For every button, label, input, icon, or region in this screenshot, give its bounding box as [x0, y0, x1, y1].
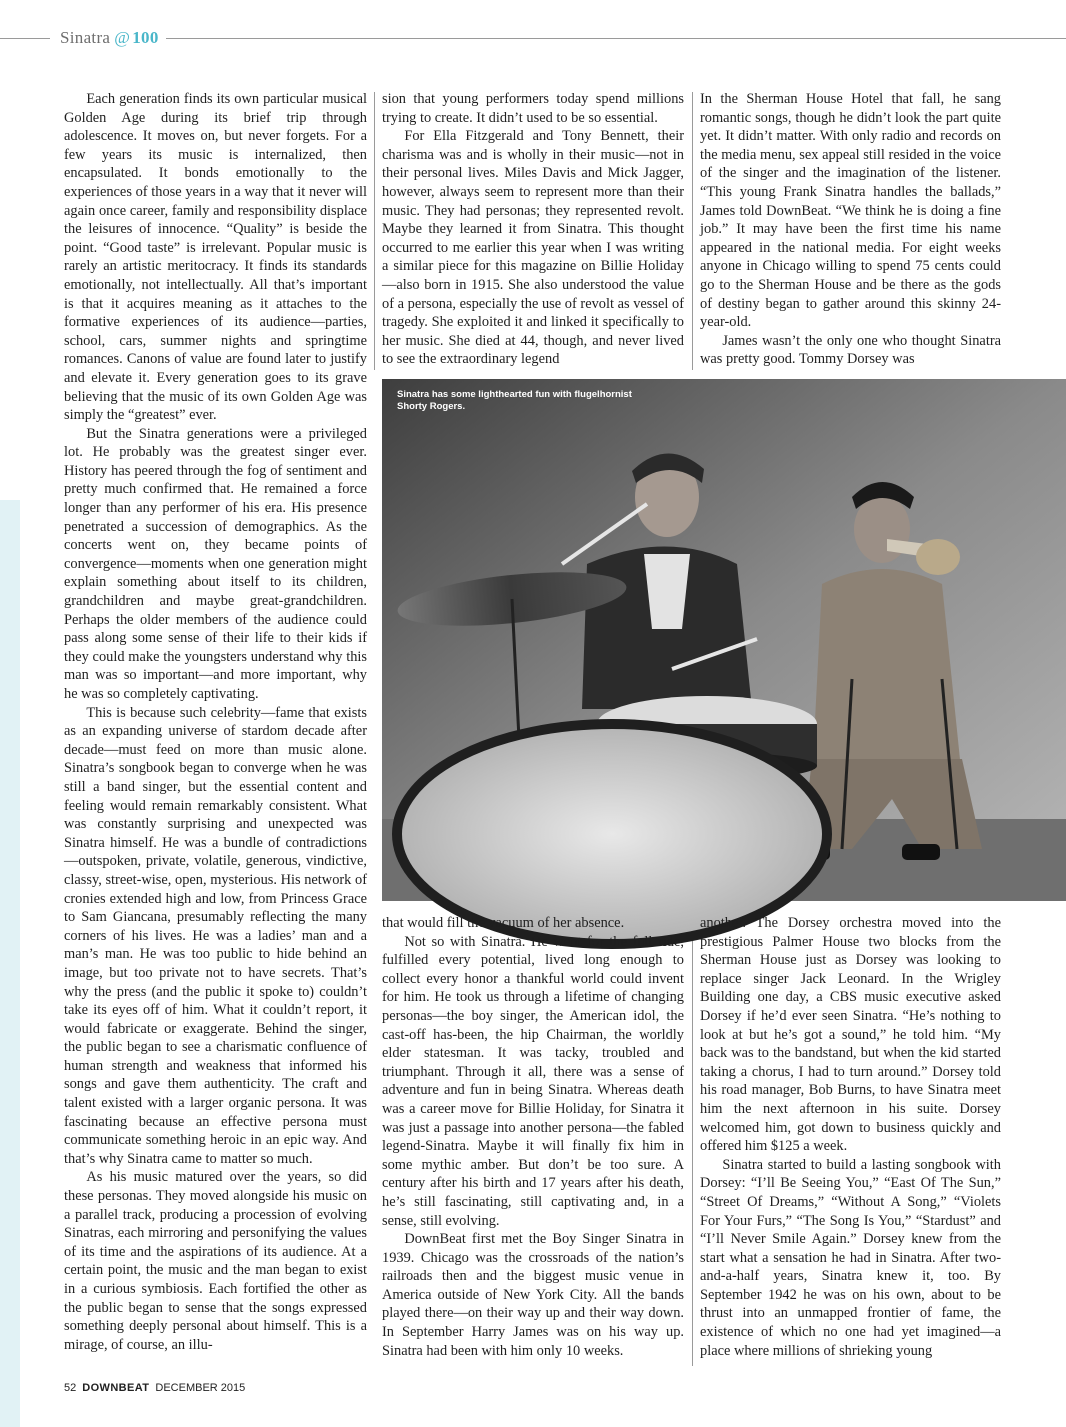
- article-column-2-bottom: [382, 914, 684, 1360]
- header-title-name: Sinatra: [60, 28, 111, 47]
- article-paragraph: DownBeat first met the Boy Singer Sinatra in 1939. Chicago was the crossroads of the nation’s railroads then and the biggest music venue in America outside of New York City. All the bands played there—on their way up and their way down. In September Harry James was on his way up. Sinatra had been with him only 10 weeks.: [382, 1231, 684, 1359]
- column-divider: [374, 92, 375, 370]
- header-rule-right: [166, 38, 1066, 39]
- issue-date: DECEMBER 2015: [155, 1382, 246, 1394]
- column-divider: [692, 916, 693, 1366]
- article-paragraph: In the Sherman House Hotel that fall, he sang romantic songs, though he didn’t look the part quite yet. It didn’t matter. With only radio and records on the media menu, sex appeal still resided in the voice of the singer and the imagination of the listener. “This young Frank Sinatra handles the ballads,” James told DownBeat. “We think he is doing a fine job.” It may have been the first time his name appeared in the national media. For eight weeks anyone in Chicago willing to spend 75 cents could go to the Sherman House and be there as the gods of destiny began to gather around this skinny 24-year-old.: [700, 91, 1001, 331]
- article-paragraph: another. The Dorsey orchestra moved into the prestigious Palmer House two blocks from the Sherman House just as Dorsey was looking to replace singer Jack Leonard. In the Wrigley Building one day, a CBS music executive asked Dorsey if he’d ever seen Sinatra. “He’s nothing to look at but he’s got a sound,” he told him. “My back was to the bandstand, but when the kid started taking a chorus, I had to turn around.” Dorsey told his road manager, Bob Burns, to have Sinatra meet him the next afternoon in his suite. Dorsey welcomed him, got down to business quickly and offered him $125 a week.: [700, 915, 1001, 1155]
- article-column-3-bottom: [700, 914, 1001, 1360]
- article-paragraph: Sinatra started to build a lasting songbook with Dorsey: “I’ll Be Seeing You,” “East Of The Sun,” “Street Of Dreams,” “Without A Song,” “Violets For Your Furs,” “The Song Is You,” “Stardust” and “I’ll Never Smile Again.” Dorsey knew from the start what a sensation he had in Sinatra. After two-and-a-half years, Sinatra knew it, too. By September 1942 he was on his own, about to be thrust into an unmapped frontier of fame, the existence of which no one had yet imagined—a place where millions of shrieking young: [700, 1156, 1001, 1359]
- header-title-at: @: [114, 28, 131, 47]
- photo-illustration: [382, 379, 1066, 901]
- article-paragraph: As his music matured over the years, so did these personas. They moved alongside his music on a parallel track, producing a procession of evolving Sinatras, each mirroring and personifying the values of its time and the aspirations of its audience. At a certain point, the music and the man began to exist in a curious symbiosis. Each fortified the other as the public began to sense that the songs expressed something deeply personal about himself. This is a mirage, of course, an illu-: [64, 1169, 367, 1353]
- column-divider: [692, 92, 693, 370]
- article-paragraph: Not so with Sinatra. He went for the full ride, fulfilled every potential, lived long enough to collect every honor a thankful world could invent for him. He took us through a lifetime of changing personas—the boy singer, the American idol, the cast-off has-been, the hip Chairman, the worldly elder statesman. It was tacky, troubled and triumphant. Through it all, there was a sense of adventure and fun in being Sinatra. Whereas death was a career move for Billie Holiday, for Sinatra it was just a passage into another persona—the fabled legend-Sinatra. Maybe it will finally fix him in some mythic amber. But don’t be too sure. A century after his birth and 17 years after his death, he’s still fascinating, still captivating and, in a sense, still evolving.: [382, 933, 684, 1229]
- side-accent-bar: [0, 500, 20, 1427]
- article-column-2-top: [382, 90, 684, 369]
- page-footer: [64, 1382, 245, 1394]
- header-title-number: 100: [132, 28, 159, 47]
- article-paragraph: sion that young performers today spend millions trying to create. It didn’t used to be so essential.: [382, 91, 684, 126]
- header-title: [60, 28, 159, 48]
- article-paragraph: For Ella Fitzgerald and Tony Bennett, their charisma was and is wholly in their music—not in their personal lives. Miles Davis and Mick Jagger, however, always seem to represent more than their music. They had personas; they represented revolt. Maybe they learned it from Sinatra. This thought occurred to me earlier this year when I was writing a similar piece for this magazine on Billie Holiday—also born in 1915. She also understood the value of a persona, especially the use of revolt as vessel of tragedy. She exploited it and linked it specifically to her music. She died at 44, though, and never lived to see the extraordinary legend: [382, 128, 684, 368]
- magazine-name: DOWNBEAT: [82, 1382, 150, 1394]
- photo-caption: Sinatra has some lighthearted fun with flugelhornist Shorty Rogers.: [397, 389, 632, 412]
- article-paragraph: that would fill the vacuum of her absence.: [382, 915, 625, 931]
- article-paragraph: Each generation finds its own particular musical Golden Age during its brief trip through adolescence. It moves on, but never forgets. For a few years its music is internalized, then encapsulated. It bonds emotionally to the experiences of those years in a way that it never will again once career, family and responsibility displace the leisures of innocence. “Quality” is beside the point. “Good taste” is irrelevant. Popular music is rarely an artistic meritocracy. It finds its standards emotionally, not intellectually. All that’s important is that it acquires meaning as it attaches to the formative experiences of its audience—parties, school, cars, summer nights and springtime romances. Canons of value are found later to justify and elevate it. Every generation goes to its grave believing that the music of its own Golden Age was simply the “greatest” ever.: [64, 91, 367, 424]
- article-column-1: [64, 90, 367, 1354]
- page-number: 52: [64, 1382, 77, 1394]
- header-rule-left: [0, 38, 50, 39]
- article-paragraph: James wasn’t the only one who thought Sinatra was pretty good. Tommy Dorsey was: [700, 332, 1001, 368]
- photo-credit: DOWNBEAT ARCHIVES: [390, 1176, 397, 1264]
- article-paragraph: This is because such celebrity—fame that exists as an expanding universe of stardom decade after decade—must feed on more than music alone. Sinatra’s songbook began to converge when he was still a band singer, but the essential content and feeling would remain remarkably consistent. What was constantly surprising and unexpected was Sinatra himself. He was a bundle of contradictions—outspoken, private, volatile, generous, vindictive, classy, street-wise, open, mysterious. His network of cronies extended high and low, from Princess Grace to Sam Giancana, presumably reflecting the many corners of his lives. He was a ladies’ man and a man’s man. He was too public to hide behind an image, but too private not to have secrets. That’s why the press (and the public it spoke to) couldn’t take its eyes off of him. What it couldn’t report, it would fabricate or exaggerate. Behind the singer, the public began to see a charismatic confluence of human strength and weakness that informed his songs and gave them authenticity. The craft and talent existed with a larger organic persona. It was fascinating because an effective persona must communicate something heroic in an epic way. And that’s why Sinatra came to matter so much.: [64, 704, 367, 1167]
- article-paragraph: But the Sinatra generations were a privileged lot. He probably was the greatest singer ever. History has peered through the fog of sentiment and pretty much confirmed that. He remained a force longer than any performer of his era. His presence penetrated a succession of demographics. As the concerts went on, they became points of convergence—moments when one generation might explain something about itself to its children, grandchildren and maybe great-grandchildren. Perhaps the older members of the audience could pass along some sense of their life to their kids if they could make the youngsters understand why this man was so important—and more important, why he was so completely captivating.: [64, 425, 367, 702]
- article-column-3-top: [700, 90, 1001, 369]
